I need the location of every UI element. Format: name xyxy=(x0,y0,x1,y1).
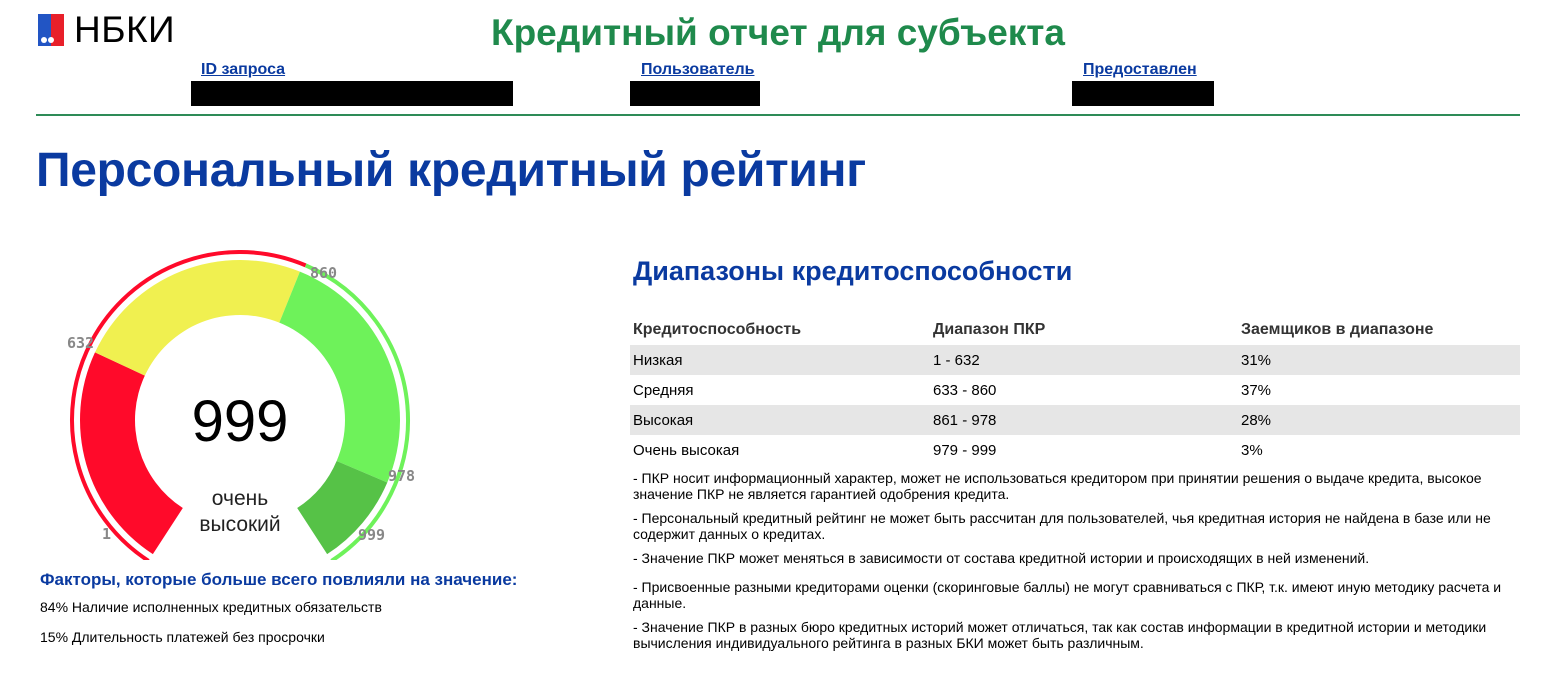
factor-item: 84% Наличие исполненных кредитных обязательств xyxy=(40,599,382,615)
score-value: 999 xyxy=(191,389,289,454)
table-cell: Средняя xyxy=(633,381,694,399)
table-cell: 633 - 860 xyxy=(933,381,997,399)
table-cell: 28% xyxy=(1238,405,1520,435)
table-cell: Низкая xyxy=(630,345,930,375)
table-cell: 3% xyxy=(1241,441,1263,459)
column-header: Диапазон ПКР xyxy=(933,321,1046,338)
provided-redacted xyxy=(1072,81,1214,106)
table-cell: Высокая xyxy=(630,405,930,435)
score-description-line2: высокий xyxy=(199,513,281,536)
gauge-mark-860: 860 xyxy=(310,264,338,282)
gauge-mark-632: 632 xyxy=(67,334,95,352)
report-title: Кредитный отчет для субъекта xyxy=(490,12,1065,53)
score-description xyxy=(160,486,320,538)
table-cell: Очень высокая xyxy=(633,441,740,459)
score-description-line1: очень xyxy=(211,487,269,510)
request-id-label[interactable]: ID запроса xyxy=(201,61,286,78)
gauge-segment-medium xyxy=(95,260,300,376)
table-row xyxy=(630,405,1520,435)
note-item: - Значение ПКР в разных бюро кредитных историй может отличаться, так как состав информации в кредитной истории и методики вычисления индивидуального рейтинга в разных БКИ может быть различным. xyxy=(633,619,1487,651)
note-item: - Значение ПКР может меняться в зависимости от состава кредитной истории и происходящих в ней изменений. xyxy=(633,550,1370,566)
page-title: Персональный кредитный рейтинг xyxy=(36,144,866,197)
gauge-mark-978: 978 xyxy=(388,467,416,485)
note-item: - ПКР носит информационный характер, может не использоваться кредитором при принятии решения о выдаче кредита, высокое значение ПКР не является гарантией одобрения кредита. xyxy=(633,470,1482,502)
factor-item: 15% Длительность платежей без просрочки xyxy=(40,629,325,645)
gauge-mark-1: 1 xyxy=(102,525,112,543)
factors-title: Факторы, которые больше всего повлияли на значение: xyxy=(40,570,518,589)
disclaimer-notes xyxy=(633,470,1523,659)
table-row xyxy=(630,345,1520,375)
table-header-row xyxy=(630,315,1520,345)
table-cell: 37% xyxy=(1241,381,1272,399)
header-divider xyxy=(36,114,1520,116)
logo-text: НБКИ xyxy=(74,9,176,50)
provided-label[interactable]: Предоставлен xyxy=(1083,61,1197,78)
table-cell: 861 - 978 xyxy=(930,405,1238,435)
user-label[interactable]: Пользователь xyxy=(641,61,755,78)
table-cell: 31% xyxy=(1238,345,1520,375)
ranges-table xyxy=(630,315,1520,465)
note-item: - Присвоенные разными кредиторами оценки (скоринговые баллы) не могут сравниваться с ПКР, т.к. имеют иную методику расчета и данные. xyxy=(633,579,1502,611)
gauge-mark-999: 999 xyxy=(358,526,386,544)
table-cell: 1 - 632 xyxy=(930,345,1238,375)
table-row xyxy=(630,375,1520,405)
user-redacted xyxy=(630,81,760,106)
note-item: - Персональный кредитный рейтинг не может быть рассчитан для пользователей, чья кредитная история не найдена в базе или не содержит данных о кредитах. xyxy=(633,510,1491,542)
column-header: Кредитоспособность xyxy=(633,321,802,338)
column-header: Заемщиков в диапазоне xyxy=(1241,321,1434,338)
request-id-redacted xyxy=(191,81,513,106)
table-row xyxy=(630,435,1520,465)
table-cell: 979 - 999 xyxy=(933,441,997,459)
ranges-title: Диапазоны кредитоспособности xyxy=(633,256,1073,286)
